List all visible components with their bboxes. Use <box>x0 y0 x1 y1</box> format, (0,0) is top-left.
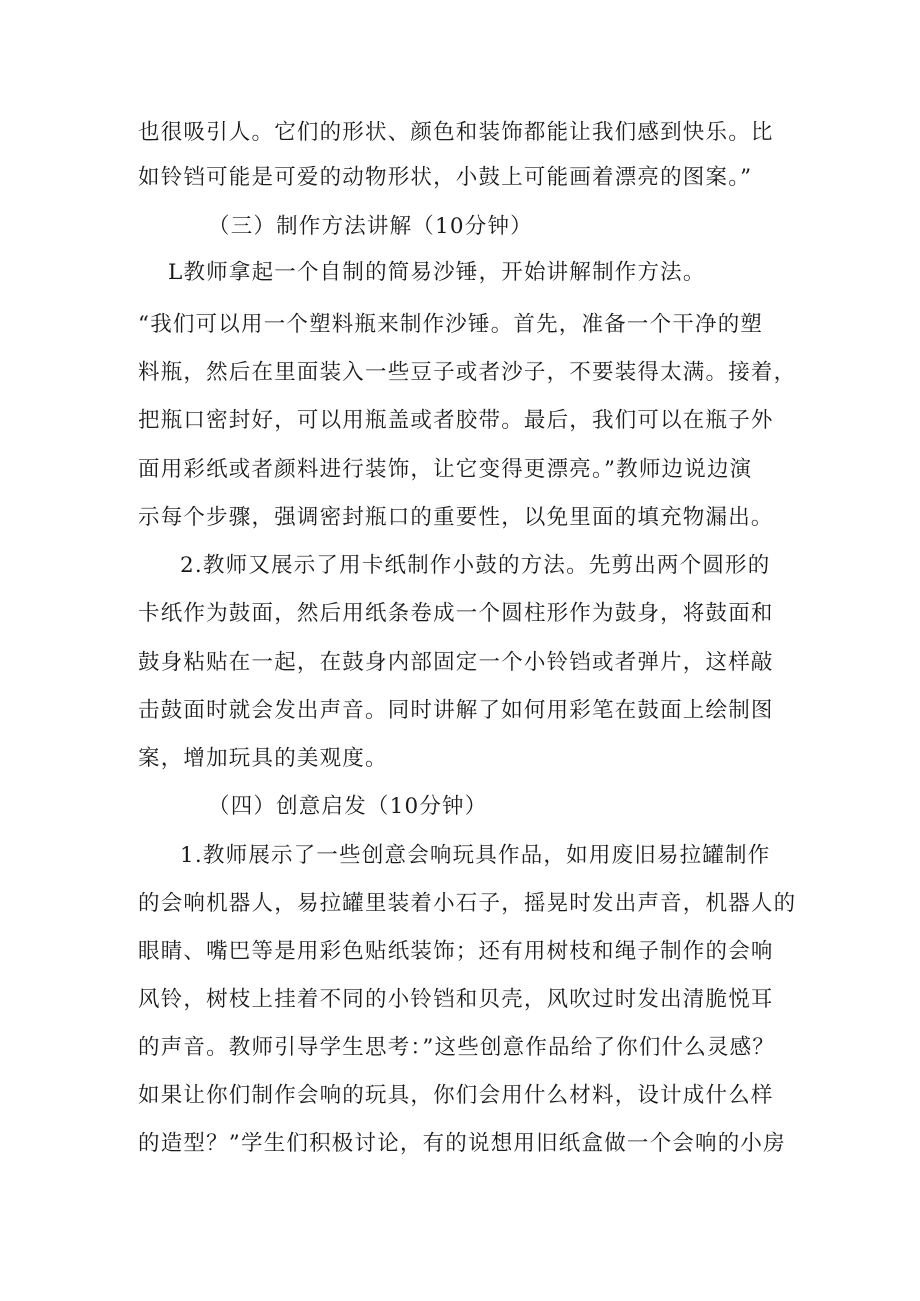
paragraph-line: 眼睛、嘴巴等是用彩色贴纸装饰；还有用树枝和绳子制作的会响 <box>138 939 774 964</box>
paragraph-line: 案，增加玩具的美观度。 <box>138 746 388 771</box>
paragraph-line: 卡纸作为鼓面，然后用纸条卷成一个圆柱形作为鼓身，将鼓面和 <box>138 601 774 626</box>
paragraph-line: 的声音。教师引导学生思考：”这些创意作品给了你们什么灵感？ <box>138 1035 776 1060</box>
paragraph-line: 如果让你们制作会响的玩具，你们会用什么材料，设计成什么样 <box>138 1083 774 1108</box>
paragraph-line: 击鼓面时就会发出声音。同时讲解了如何用彩笔在鼓面上绘制图 <box>138 698 774 723</box>
paragraph-line: 如铃铛可能是可爱的动物形状，小鼓上可能画着漂亮的图案。” <box>138 165 753 190</box>
paragraph-line: 2.教师又展示了用卡纸制作小鼓的方法。先剪出两个圆形的 <box>180 553 771 578</box>
paragraph-line: L教师拿起一个自制的简易沙锤，开始讲解制作方法。 <box>168 260 706 285</box>
paragraph-line: 鼓身粘贴在一起，在鼓身内部固定一个小铃铛或者弹片，这样敲 <box>138 650 774 675</box>
paragraph-line: 料瓶，然后在里面装入一些豆子或者沙子，不要装得太满。接着， <box>138 360 797 385</box>
paragraph-line: 的造型？”学生们积极讨论，有的说想用旧纸盒做一个会响的小房 <box>138 1131 786 1156</box>
paragraph-line: “我们可以用一个塑料瓶来制作沙锤。首先，准备一个干净的塑 <box>138 312 764 337</box>
paragraph-line: 把瓶口密封好，可以用瓶盖或者胶带。最后，我们可以在瓶子外 <box>138 408 774 433</box>
section-heading: （四）创意启发（10分钟） <box>208 794 488 819</box>
paragraph-line: 面用彩纸或者颜料进行装饰，让它变得更漂亮。”教师边说边演 <box>138 457 753 482</box>
paragraph-line: 1.教师展示了一些创意会响玩具作品，如用废旧易拉罐制作 <box>180 843 771 868</box>
paragraph-line: 示每个步骤，强调密封瓶口的重要性，以免里面的填充物漏出。 <box>138 505 774 530</box>
section-heading: （三）制作方法讲解（10分钟） <box>208 214 533 239</box>
paragraph-line: 风铃，树枝上挂着不同的小铃铛和贝壳，风吹过时发出清脆悦耳 <box>138 987 774 1012</box>
paragraph-line: 的会响机器人，易拉罐里装着小石子，摇晃时发出声音，机器人的 <box>138 891 797 916</box>
paragraph-line: 也很吸引人。它们的形状、颜色和装饰都能让我们感到快乐。比 <box>138 120 774 145</box>
